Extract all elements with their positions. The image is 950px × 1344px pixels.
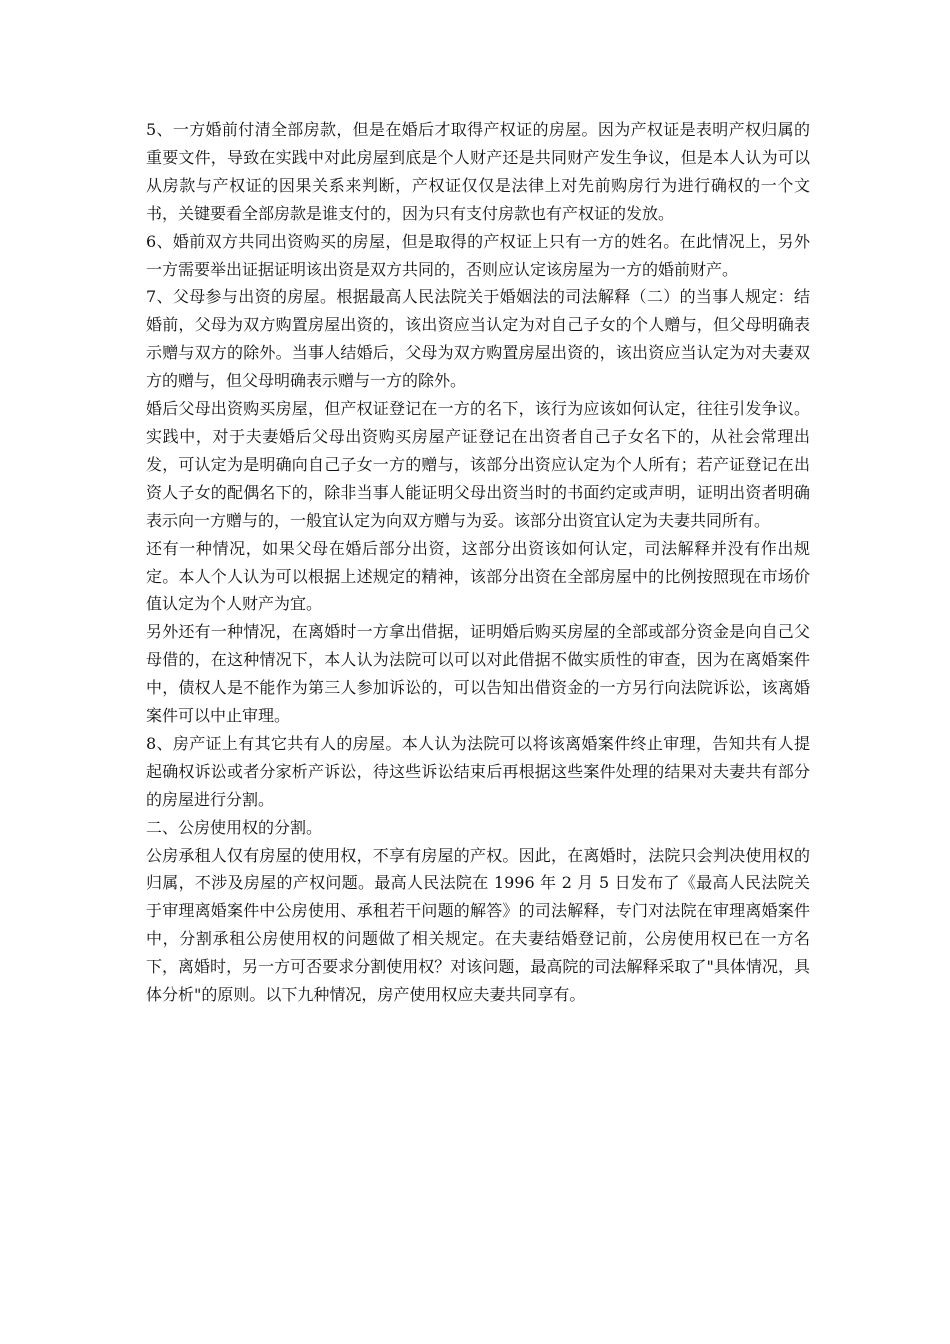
paragraph-partial-funding: 还有一种情况，如果父母在婚后部分出资，这部分出资该如何认定，司法解释并没有作出规定。本人个人认为可以根据上述规定的精神，该部分出资在全部房屋中的比例按照现在市场价值认定为个人财产为宜。 [146, 538, 810, 614]
paragraph-item-7: 7、父母参与出资的房屋。根据最高人民法院关于婚姻法的司法解释（二）的当事人规定：结婚前，父母为双方购置房屋出资的，该出资应当认定为对自己子女的个人赠与，但父母明确表示赠与双方的除外。当事人结婚后，父母为双方购置房屋出资的，该出资应当认定为对夫妻双方的赠与，但父母明确表示赠与一方的除外。 [146, 287, 810, 391]
paragraph-item-6: 6、婚前双方共同出资购买的房屋，但是取得的产权证上只有一方的姓名。在此情况上，另外一方需要举出证据证明该出资是双方共同的，否则应认定该房屋为一方的婚前财产。 [146, 231, 810, 279]
paragraph-public-housing: 公房承租人仅有房屋的使用权，不享有房屋的产权。因此，在离婚时，法院只会判决使用权的归属，不涉及房屋的产权问题。最高人民法院在 1996 年 2 月 5 日发布了《最高人民法院关于审理离婚案件中公房使用、承租若干问题的解答》的司法解释，专门对法院在审理离婚案件中，分割承租公房使用权的问题做了相关规定。在夫妻结婚登记前，公房使用权已在一方名下，离婚时，另一方可否要求分割使用权？对该问题，最高院的司法解释采取了"具体情况，具体分析"的原则。以下九种情况，房产使用权应夫妻共同享有。 [146, 845, 810, 1005]
section-heading-public-housing: 二、公房使用权的分割。 [146, 817, 323, 837]
paragraph-item-5: 5、一方婚前付清全部房款，但是在婚后才取得产权证的房屋。因为产权证是表明产权归属的重要文件，导致在实践中对此房屋到底是个人财产还是共同财产发生争议，但是本人认为可以从房款与产权证的因果关系来判断，产权证仅仅是法律上对先前购房行为进行确权的一个文书，关键要看全部房款是谁支付的，因为只有支付房款也有产权证的发放。 [146, 120, 810, 223]
paragraph-loan-receipt: 另外还有一种情况，在离婚时一方拿出借据，证明婚后购买房屋的全部或部分资金是向自己父母借的，在这种情况下，本人认为法院可以可以对此借据不做实质性的审查，因为在离婚案件中，债权人是不能作为第三人参加诉讼的，可以告知出借资金的一方另行向法院诉讼，该离婚案件可以中止审理。 [146, 622, 810, 726]
paragraph-item-8: 8、房产证上有其它共有人的房屋。本人认为法院可以将该离婚案件终止审理，告知共有人提起确权诉讼或者分家析产诉讼，待这些诉讼结束后再根据这些案件处理的结果对夫妻共有部分的房屋进行分割。 [146, 733, 810, 809]
paragraph-parent-funding: 婚后父母出资购买房屋，但产权证登记在一方的名下，该行为应该如何认定，往往引发争议。实践中，对于夫妻婚后父母出资购买房屋产证登记在出资者自己子女名下的，从社会常理出发，可认定为是明确向自己子女一方的赠与，该部分出资应认定为个人所有；若产证登记在出资人子女的配偶名下的，除非当事人能证明父母出资当时的书面约定或声明，证明出资者明确表示向一方赠与的，一般宜认定为向双方赠与为妥。该部分出资宜认定为夫妻共同所有。 [146, 399, 810, 530]
document-page [146, 116, 810, 1009]
